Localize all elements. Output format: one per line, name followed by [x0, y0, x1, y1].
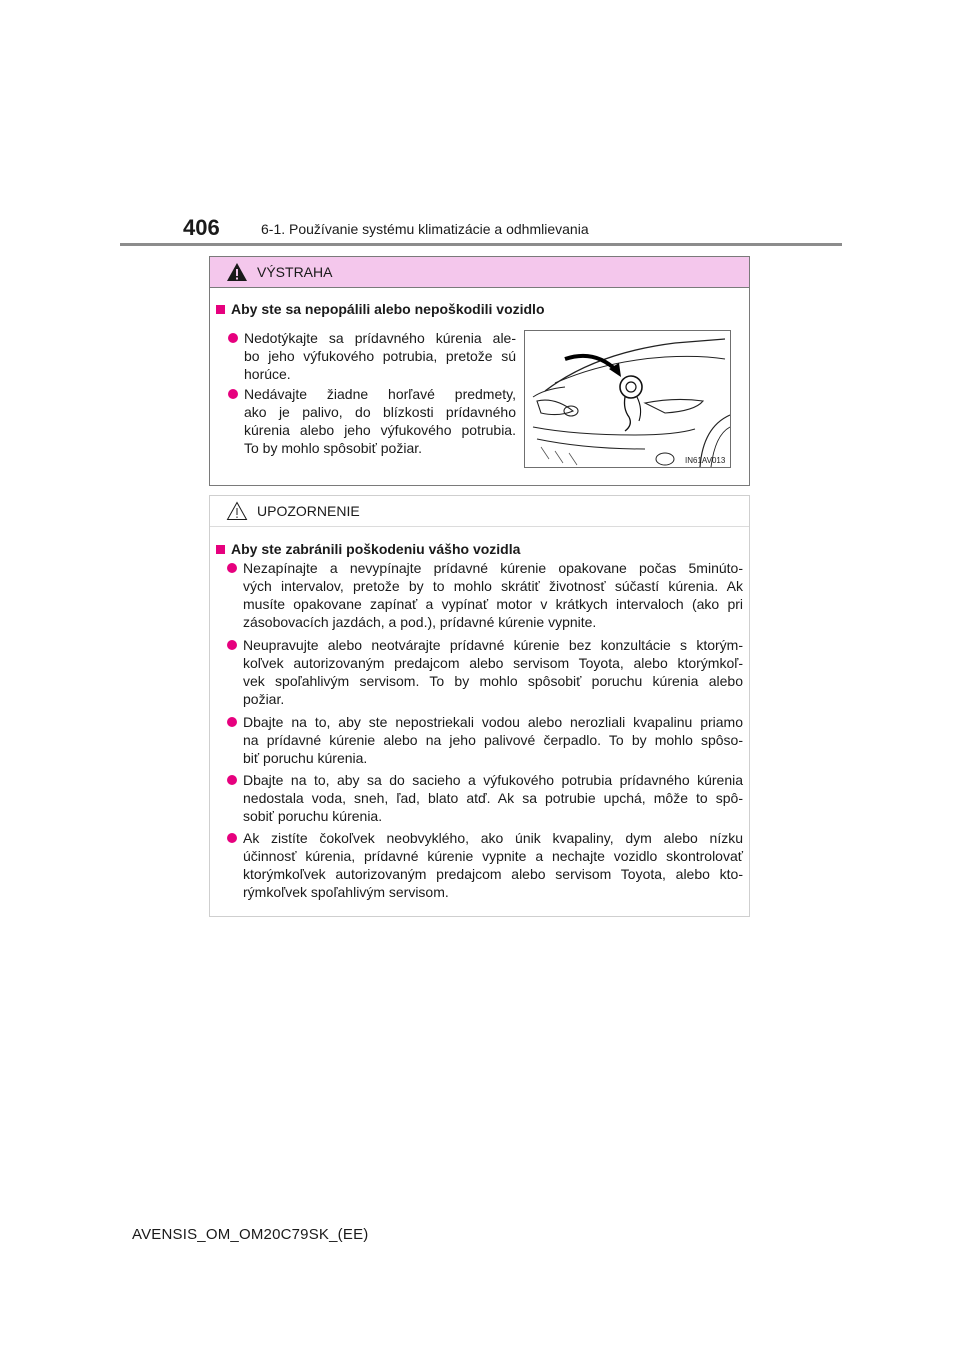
caution-header	[210, 496, 749, 527]
caution-bullet	[243, 636, 743, 708]
text-line: Dbajte na to, aby ste nepostriekali vodou alebo nerozliali kvapalinu priamo	[243, 714, 743, 730]
text-line: Neupravujte alebo neotvárajte prídavné kúrenie bez konzultácie s ktorým-	[243, 637, 743, 653]
text-line: požiar.	[243, 691, 285, 707]
caution-bullet-text	[243, 559, 743, 631]
warning-box	[209, 256, 750, 486]
section-title: 6-1. Používanie systému klimatizácie a odhmlievania	[261, 221, 589, 237]
text-line: zásobovacích jazdách, a pod.), prídavné kúrenie vypnite.	[243, 614, 597, 630]
text-line: rýmkoľvek spoľahlivým servisom.	[243, 884, 449, 900]
warning-bullet	[244, 329, 516, 383]
caution-bullet-text	[243, 713, 743, 767]
warning-bullet-text	[244, 385, 516, 457]
warning-title: VÝSTRAHA	[257, 264, 333, 280]
text-line: musíte opakovane zapínať a vypínať motor v krátkych intervaloch (ako pri	[243, 596, 743, 612]
text-line: vek spoľahlivým servisom. To by mohlo spôsobiť poruchu kúrenia alebo	[243, 673, 743, 689]
text-line: ako je palivo, do blízkosti prídavného	[244, 404, 516, 420]
text-line: kúrenia alebo jeho výfukového potrubia.	[244, 422, 516, 438]
bullet-dot-icon	[227, 717, 237, 727]
caution-title: UPOZORNENIE	[257, 503, 360, 519]
text-line: sobiť poruchu kúrenia.	[243, 808, 383, 824]
text-line: Nedávajte žiadne horľavé predmety,	[244, 386, 516, 402]
warning-triangle-icon	[226, 262, 248, 282]
text-line: To by mohlo spôsobiť požiar.	[244, 440, 423, 456]
warning-subheading	[216, 301, 545, 317]
caution-subheading	[216, 541, 520, 557]
square-bullet-icon	[216, 305, 225, 314]
caution-bullet	[243, 829, 743, 901]
text-line: účinnosť kúrenia, prídavné kúrenie vypnite a nechajte vozidlo skontrolovať	[243, 848, 743, 864]
bullet-dot-icon	[227, 833, 237, 843]
heater-location-illustration	[524, 330, 731, 468]
text-line: bo jeho výfukového potrubia, pretože sú	[244, 348, 516, 364]
bullet-dot-icon	[227, 775, 237, 785]
text-line: Nedotýkajte sa prídavného kúrenia ale-	[244, 330, 516, 346]
square-bullet-icon	[216, 545, 225, 554]
page-header	[0, 0, 960, 260]
text-line: Ak zistíte čokoľvek neobvyklého, ako únik kvapaliny, dym alebo nízku	[243, 830, 743, 846]
bullet-dot-icon	[227, 640, 237, 650]
bullet-dot-icon	[227, 563, 237, 573]
text-line: nedostala voda, sneh, ľad, blato atď. Ak sa potrubie upchá, môže to spô-	[243, 790, 743, 806]
document-code: AVENSIS_OM_OM20C79SK_(EE)	[132, 1226, 369, 1243]
caution-triangle-icon	[226, 501, 248, 521]
warning-header	[210, 257, 749, 288]
text-line: Dbajte na to, aby sa do sacieho a výfukového potrubia prídavného kúrenia	[243, 772, 743, 788]
caution-bullet	[243, 771, 743, 825]
caution-bullet	[243, 713, 743, 767]
text-line: koľvek autorizovaným predajcom alebo servisom Toyota, alebo ktorýmkoľ-	[243, 655, 743, 671]
illustration-code: IN61AV013	[685, 456, 726, 465]
caution-bullet-text	[243, 636, 743, 708]
warning-subheading-text: Aby ste sa nepopálili alebo nepoškodili vozidlo	[231, 301, 545, 317]
caution-subheading-text: Aby ste zabránili poškodeniu vášho vozidla	[231, 541, 521, 557]
caution-box	[209, 495, 750, 917]
text-line: vých intervalov, pretože by to mohlo skrátiť životnosť súčastí kúrenia. Ak	[243, 578, 743, 594]
text-line: Nezapínajte a nevypínajte prídavné kúrenie opakovane počas 5minúto-	[243, 560, 743, 576]
caution-bullet	[243, 559, 743, 631]
bullet-dot-icon	[228, 389, 238, 399]
page-number: 406	[183, 215, 220, 240]
bullet-dot-icon	[228, 333, 238, 343]
header-rule	[120, 243, 842, 246]
text-line: horúce.	[244, 366, 291, 382]
text-line: biť poruchu kúrenia.	[243, 750, 368, 766]
caution-bullet-text	[243, 829, 743, 901]
text-line: ktorýmkoľvek autorizovaným predajcom alebo servisom Toyota, alebo kto-	[243, 866, 743, 882]
caution-bullet-text	[243, 771, 743, 825]
warning-bullet	[244, 385, 516, 457]
text-line: na prídavné kúrenie alebo na jeho palivové čerpadlo. To by mohlo spôso-	[243, 732, 743, 748]
warning-bullet-text	[244, 329, 516, 383]
